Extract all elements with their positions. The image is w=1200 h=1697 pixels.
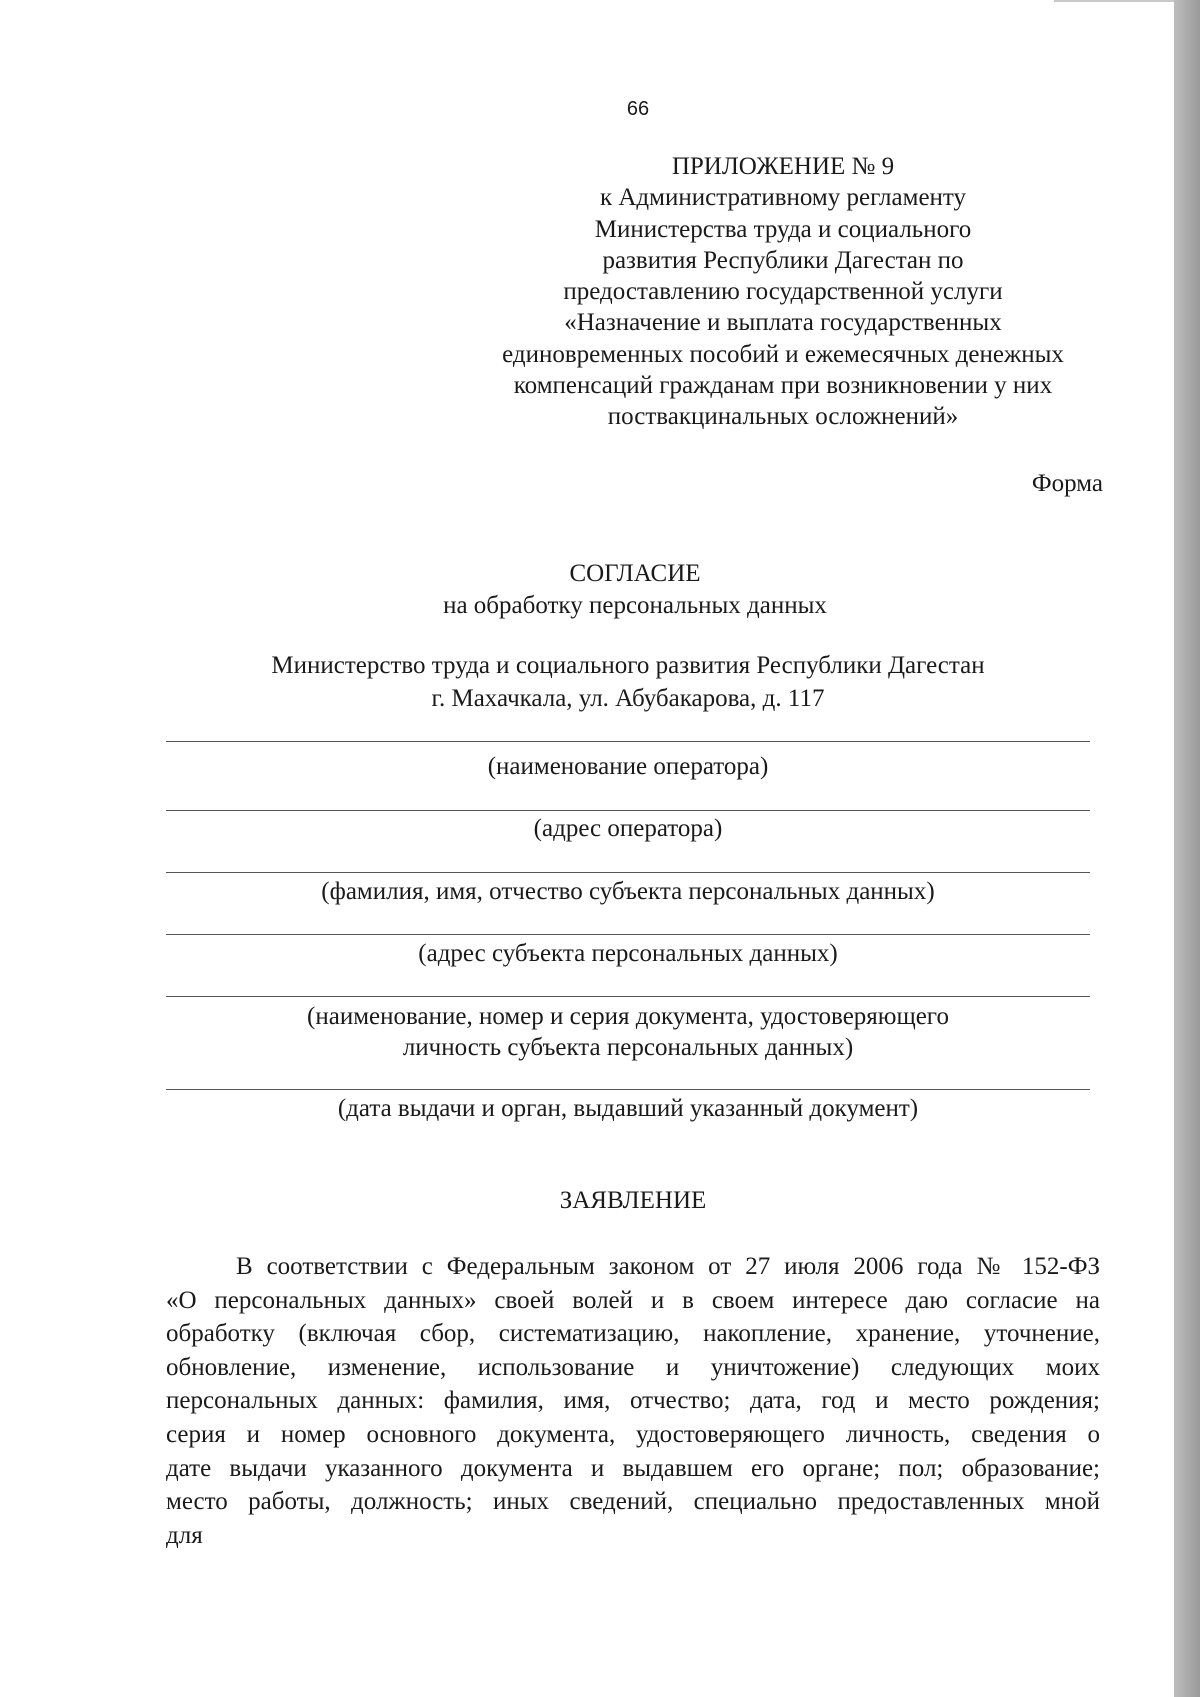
page-number: 66	[626, 98, 650, 120]
consent-title: СОГЛАСИЕ	[569, 560, 701, 587]
issue-date-caption: (дата выдачи и орган, выдавший указанный документ)	[337, 1095, 919, 1122]
subject-address-caption: (адрес субъекта персональных данных)	[418, 940, 838, 967]
statement-body	[166, 1250, 1100, 1552]
appendix-line: развития Республики Дагестан по	[602, 246, 964, 274]
appendix-line: к Административному регламенту	[599, 184, 967, 212]
appendix-line: поствакцинальных осложнений»	[607, 403, 959, 431]
appendix-header	[488, 151, 1078, 433]
form-label: Форма	[1031, 470, 1103, 497]
operator-name-caption: (наименование оператора)	[487, 753, 769, 780]
statement-line: «О персональных данных» своей волей и в своем интересе даю согласие на	[166, 1286, 1100, 1314]
appendix-line: предоставлению государственной услуги	[563, 278, 1003, 306]
operator-name-line	[166, 741, 1090, 742]
operator-name-value: Министерство труда и социального развития Республики Дагестан	[271, 652, 985, 679]
statement-line: серия и номер основного документа, удостоверяющего личность, сведения о	[166, 1420, 1100, 1448]
appendix-line: единовременных пособий и ежемесячных денежных	[502, 340, 1064, 368]
statement-line: для	[166, 1521, 203, 1549]
identity-document-caption-line: (наименование, номер и серия документа, удостоверяющего	[307, 1003, 949, 1030]
statement-line: обработку (включая сбор, систематизацию, накопление, хранение, уточнение,	[166, 1320, 1100, 1348]
appendix-line: «Назначение и выплата государственных	[564, 309, 1002, 337]
subject-name-line	[166, 872, 1090, 873]
appendix-line: Министерства труда и социального	[594, 215, 972, 243]
statement-line: В соответствии с Федеральным законом от 27 июля 2006 года № 152-ФЗ	[236, 1253, 1100, 1280]
consent-subtitle: на обработку персональных данных	[443, 592, 827, 619]
operator-address-line	[166, 810, 1090, 811]
statement-line: персональных данных: фамилия, имя, отчество; дата, год и место рождения;	[166, 1387, 1100, 1415]
scan-edge-top	[1054, 0, 1174, 2]
statement-title: ЗАЯВЛЕНИЕ	[559, 1187, 707, 1214]
identity-document-line	[166, 996, 1090, 997]
identity-document-caption-line: личность субъекта персональных данных)	[402, 1034, 854, 1061]
issue-date-line	[166, 1089, 1090, 1090]
appendix-line: компенсаций гражданам при возникновении у них	[513, 372, 1053, 400]
appendix-title: ПРИЛОЖЕНИЕ № 9	[671, 153, 895, 180]
identity-document-caption	[166, 1001, 1090, 1063]
operator-address-value: г. Махачкала, ул. Абубакарова, д. 117	[431, 685, 825, 712]
statement-line: дате выдачи указанного документа и выдавшем его органе; пол; образование;	[166, 1454, 1100, 1482]
statement-line: обновление, изменение, использование и уничтожение) следующих моих	[166, 1353, 1100, 1381]
scan-edge	[1174, 0, 1200, 1697]
subject-address-line	[166, 934, 1090, 935]
statement-line: место работы, должность; иных сведений, специально предоставленных мной	[166, 1488, 1100, 1516]
subject-name-caption: (фамилия, имя, отчество субъекта персональных данных)	[321, 878, 935, 905]
operator-address-caption: (адрес оператора)	[533, 815, 723, 842]
